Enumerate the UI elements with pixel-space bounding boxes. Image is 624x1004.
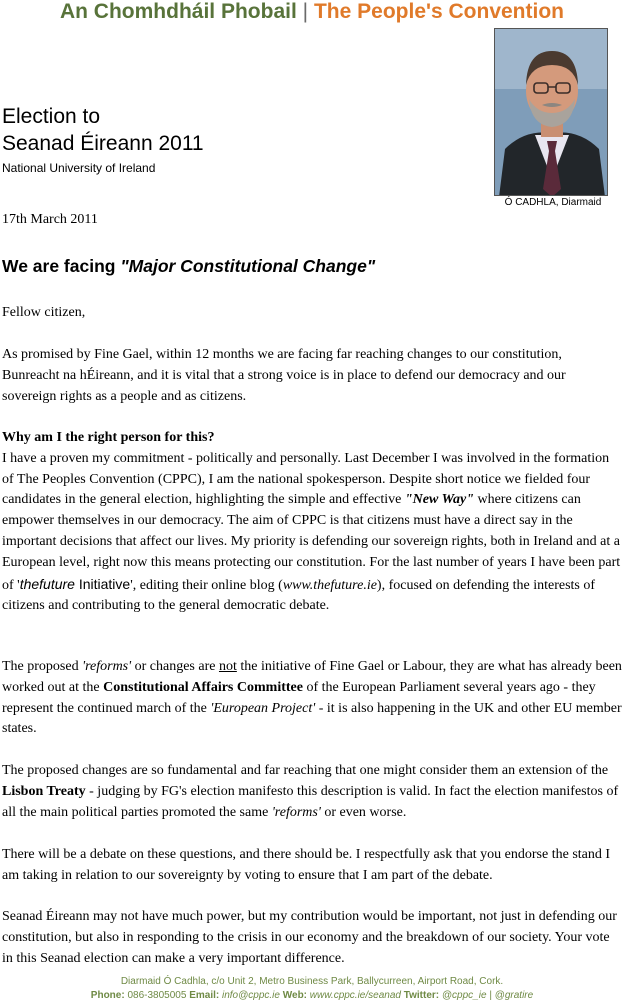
footer-address: Diarmaid Ó Cadhla, c/o Unit 2, Metro Business Park, Ballycurreen, Airport Road, Cork. <box>120 976 504 987</box>
thefuture-name: thefuture <box>19 575 75 592</box>
masthead-separator: | <box>302 0 309 23</box>
portrait-illustration <box>495 29 608 196</box>
reforms-text-e: - it is also happening in the UK and other EU member states. <box>2 700 622 737</box>
headline-quote: "Major Constitutional Change" <box>120 256 376 276</box>
paragraph-seanad <box>2 907 622 969</box>
initiative-word: Initiative <box>74 575 131 592</box>
paragraph-intro-text: As promised by Fine Gael, within 12 months we are facing far reaching changes to our constitution, Bunreacht na hÉireann, and it is vital that a strong voice is in place to defend our democracy and our sovereign rights as a people and as citizens. <box>2 347 566 404</box>
european-project-term: 'European Project' <box>210 700 316 716</box>
greeting-text: Fellow citizen, <box>2 305 86 320</box>
why-text-b: where citizens can empower themselves in our democracy. The aim of CPPC is that citizens must have a direct say in the important decisions that affect our lives. My priority is defending our sovereign rights, both in Ireland and at a European level, right now this means protecting our constitution. For the last number of years I have been part of ' <box>2 492 621 593</box>
footer-contacts <box>0 990 624 1001</box>
web-link[interactable]: www.cppc.ie/seanad <box>309 990 401 1001</box>
not-underlined: not <box>218 659 237 674</box>
greeting <box>2 303 622 324</box>
lisbon-treaty: Lisbon Treaty <box>2 783 86 799</box>
portrait-caption: Ó CADHLA, Diarmaid <box>504 197 602 208</box>
lisbon-reforms-term: 'reforms' <box>271 804 321 820</box>
thefuture-link[interactable]: www.thefuture.ie <box>282 577 377 593</box>
debate-text: There will be a debate on these questions, and there should be. I respectfully ask that you endorse the stand I am taking in relation to our sovereignty by voting to ensure that I am part of the debate. <box>2 847 611 883</box>
paragraph-reforms <box>2 657 622 740</box>
twitter-label: Twitter: <box>403 990 440 1001</box>
title-line-2: Seanad Éireann 2011 <box>2 132 204 155</box>
why-text-a: I have a proven my commitment - politically and personally. Last December I was involved in the formation of The Peoples Convention (CPPC), I am the national spokesperson. Despite short notice we fielded four candidates in the general election, highlighting the simple and effective <box>2 450 610 508</box>
why-text-d: ), focused on defending the interests of citizens and contributing to the general democratic debate. <box>2 577 596 614</box>
reforms-text-d: of the European Parliament several years ago - they represent the continued march of the <box>2 679 596 716</box>
headline-lead: We are facing <box>2 256 121 276</box>
phone-label: Phone: <box>90 990 125 1001</box>
seanad-text: Seanad Éireann may not have much power, but my contribution would be important, not just in defending our constitution, but also in responding to the crisis in our economy and the breakdown of our society. Your vote in this Seanad election can make a very important difference. <box>2 909 617 966</box>
masthead-irish: An Chomhdháil Phobail <box>59 0 297 23</box>
masthead-english: The People's Convention <box>313 0 564 23</box>
why-heading: Why am I the right person for this? <box>2 430 215 445</box>
reforms-text-a: The proposed <box>2 659 83 674</box>
paragraph-intro <box>2 345 622 407</box>
candidate-portrait-icon <box>494 28 608 196</box>
lisbon-text-c: or even worse. <box>320 804 407 820</box>
reforms-text-c: the initiative of Fine Gael or Labour, they are what has already been worked out at the <box>2 659 622 695</box>
committee-name: Constitutional Affairs Committee <box>103 679 303 695</box>
twitter-handles[interactable]: @cppc_ie | @gratire <box>441 990 534 1001</box>
headline <box>2 256 375 277</box>
constituency-subtitle: National University of Ireland <box>2 161 156 175</box>
lisbon-text-b: - judging by FG's election manifesto this description is valid. In fact the election manifestos of all the main political parties promoted the same <box>2 783 619 820</box>
web-label: Web: <box>282 990 308 1001</box>
phone-number[interactable]: 086-3805005 <box>127 990 187 1001</box>
paragraph-debate <box>2 845 622 887</box>
election-title <box>2 103 204 157</box>
masthead <box>0 0 624 24</box>
reforms-text-b: or changes are <box>131 659 219 674</box>
lisbon-text-a: The proposed changes are so fundamental and far reaching that one might consider them an extension of the <box>2 763 609 778</box>
new-way-phrase: "New Way" <box>404 492 474 508</box>
email-label: Email: <box>189 990 220 1001</box>
why-text-c: ', editing their online blog ( <box>130 577 283 593</box>
paragraph-lisbon <box>2 761 622 823</box>
paragraph-why <box>2 428 622 617</box>
letter-date: 17th March 2011 <box>2 212 98 227</box>
reforms-term: 'reforms' <box>82 659 132 674</box>
email-link[interactable]: info@cppc.ie <box>222 990 280 1001</box>
title-line-1: Election to <box>2 105 101 128</box>
